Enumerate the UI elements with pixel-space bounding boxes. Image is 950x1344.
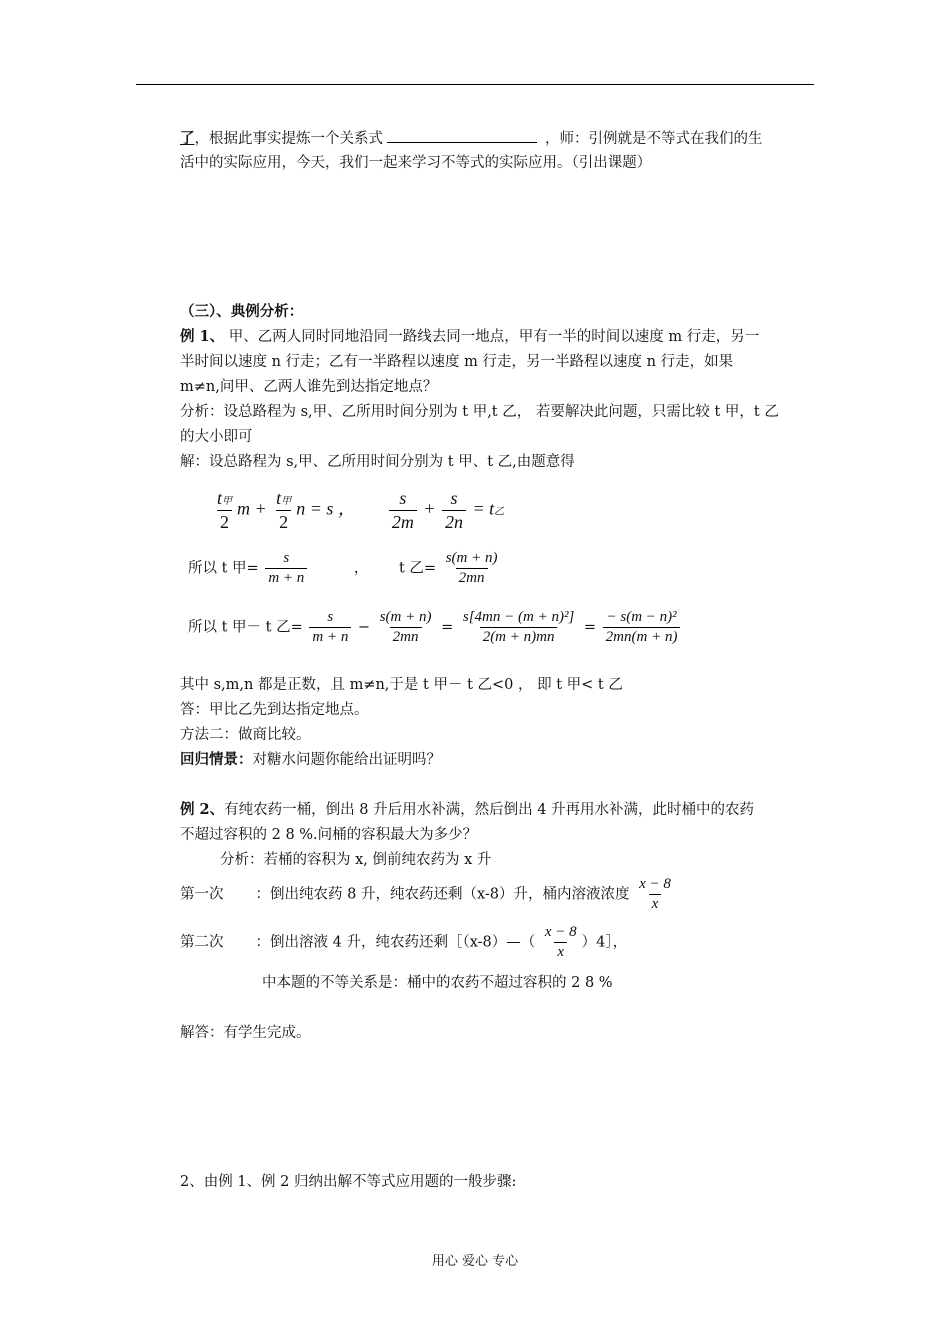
- answer-line: 答：甲比乙先到达指定地点。: [180, 702, 369, 718]
- second-pour-line: 第二次 ：倒出溶液 4 升，纯农药还剩［（x-8）—（ $\frac{x - 8}{x}$ ）4］，: [180, 924, 628, 960]
- intro-line-2: 活中的实际应用，今天，我们一起来学习不等式的实际应用。（引出课题）: [180, 155, 652, 171]
- method-two: 方法二：做商比较。: [180, 727, 311, 743]
- inequality-line: 中本题的不等关系是：桶中的农药不超过容积的 2 8 %: [262, 975, 613, 991]
- step-two-line: 2、由例 1、例 2 归纳出解不等式应用题的一般步骤:: [180, 1174, 517, 1190]
- where-line: 其中 s,m,n 都是正数，且 m≠n,于是 t 甲－ t 乙<0 ， 即 t 甲< t 乙: [180, 677, 623, 693]
- first-pour-line: 第一次 ：倒出纯农药 8 升，纯农药还剩（x-8）升，桶内溶液浓度 $\frac{x - 8}{x}$: [180, 876, 671, 912]
- analysis-line-2: 的大小即可: [180, 429, 253, 445]
- example2-analysis: 分析：若桶的容积为 x, 倒前纯农药为 x 升: [220, 852, 492, 868]
- analysis-line-1: 分析：设总路程为 s,甲、乙所用时间分别为 t 甲,t 乙， 若要解决此问题，只需比较 t 甲，t 乙: [180, 404, 779, 420]
- section-heading: （三）、典例分析：: [180, 303, 304, 320]
- example1-line-3: m≠n,问甲、乙两人谁先到达指定地点？: [180, 379, 438, 395]
- solve-line: 解答：有学生完成。: [180, 1025, 311, 1041]
- example1-line-1: 例 1、 甲、乙两人同时同地沿同一路线去同一地点，甲有一半的时间以速度 m 行走，另一: [180, 328, 760, 345]
- return-line: 回归情景：对糖水问题你能给出证明吗？: [180, 751, 441, 768]
- difference-equation: 所以 t 甲－ t 乙= $\frac{s}{m + n}$ − $\frac{s(m + n)}{2mn}$ = $\frac{\text{s[4mn − (m + n)²]}}{2(m + n)mn}$ = $\frac{\text{− s(m − n)²}}{2mn(m + n)}$: [188, 609, 682, 646]
- fill-in-blank: [387, 128, 537, 143]
- example2-line-1: 例 2、有纯农药一桶，倒出 8 升后用水补满，然后倒出 4 升再用水补满，此时桶中的农药: [180, 801, 755, 818]
- page-footer: 用心 爱心 专心: [431, 1254, 519, 1269]
- equation-1: $\frac{\text{t甲}}{2}$ m + $\frac{\text{t甲}}{2}$ n = s ， $\frac{s}{2m}$ + $\frac{s}{2n}$ = t乙: [217, 488, 505, 532]
- solution-line: 解：设总路程为 s,甲、乙所用时间分别为 t 甲、t 乙,由题意得: [180, 454, 575, 470]
- example2-line-2: 不超过容积的 2 8 %.问桶的容积最大为多少？: [180, 827, 478, 843]
- result-times: 所以 t 甲= $\frac{s}{m + n}$ ， t 乙= $\frac{s(m + n)}{2mn}$: [188, 550, 498, 586]
- header-rule: [136, 84, 814, 85]
- underlined-char: 了: [180, 130, 195, 147]
- intro-line-1: 了，根据此事实提炼一个关系式 ，师：引例就是不等式在我们的生: [180, 130, 763, 147]
- example1-line-2: 半时间以速度 n 行走；乙有一半路程以速度 m 行走，另一半路程以速度 n 行走，如果: [180, 354, 734, 370]
